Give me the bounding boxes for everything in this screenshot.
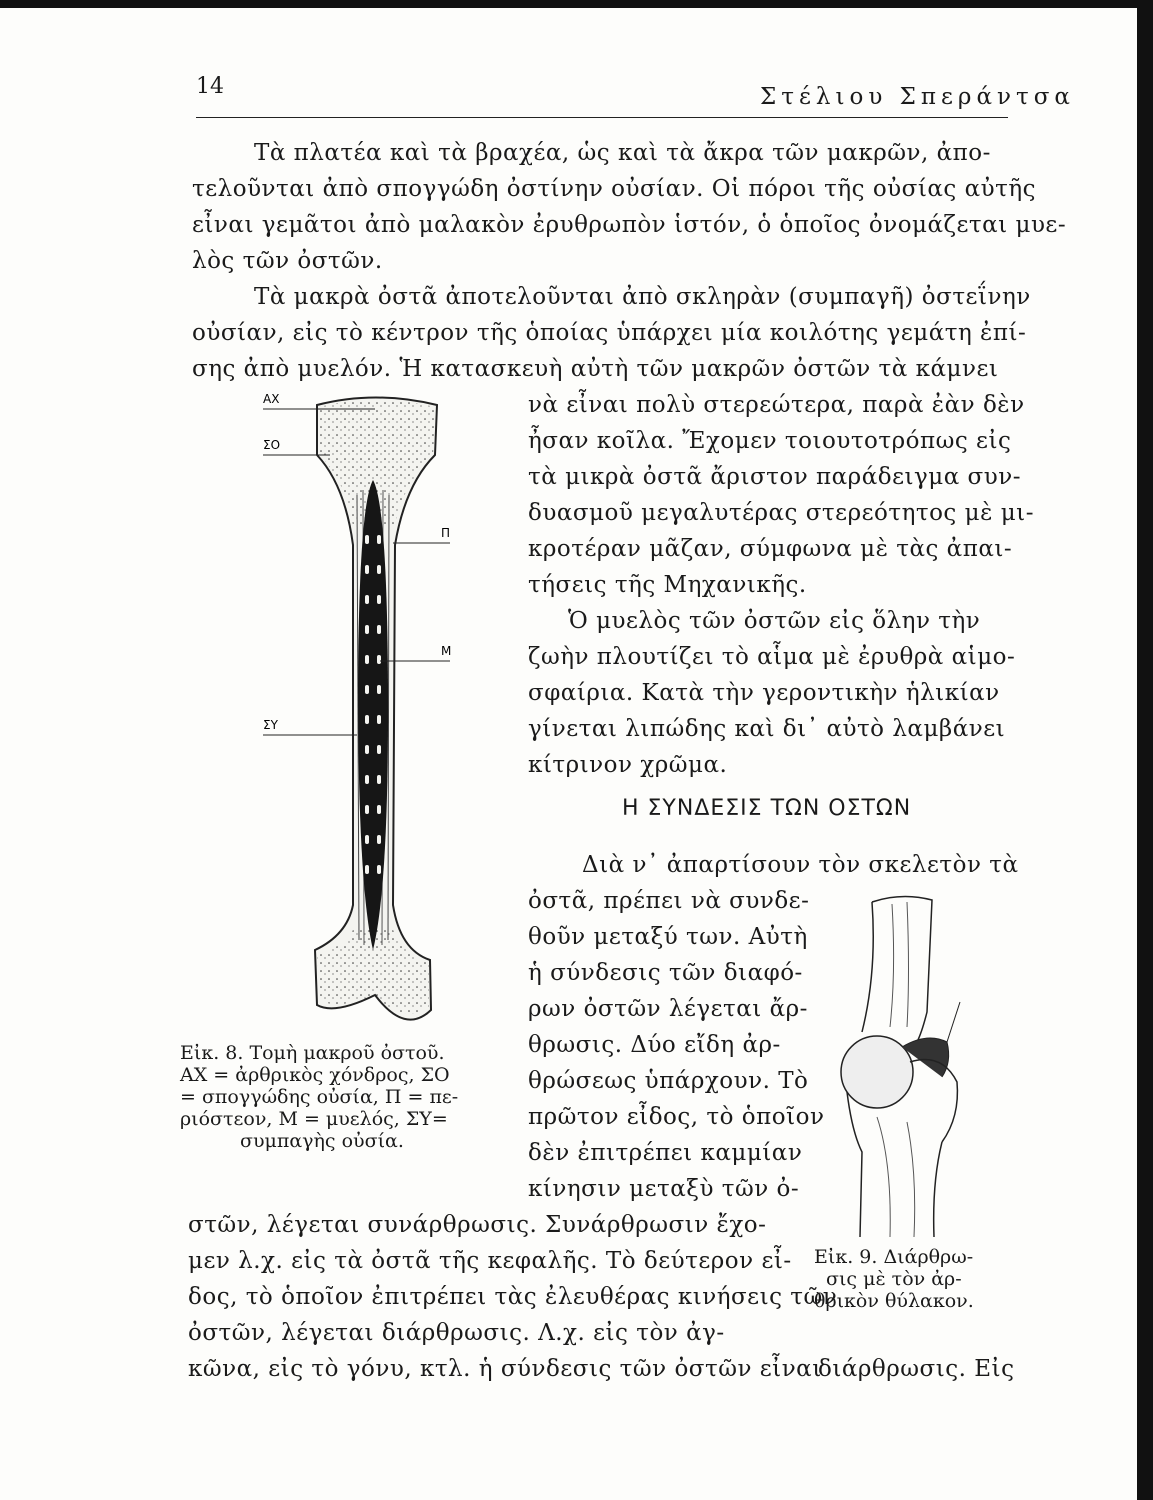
text-line: οὐσίαν, εἰς τὸ κέντρον τῆς ὁποίας ὑπάρχει μία κοιλότης γεμάτη ἐπί- [192, 320, 1027, 346]
text-line: ἦσαν κοῖλα. Ἔχομεν τοιουτοτρόπως εἰς [528, 428, 1012, 454]
text-line: ζωὴν πλουτίζει τὸ αἷμα μὲ ἐρυθρὰ αἱμο- [528, 644, 1016, 670]
text-line: εἶναι γεμᾶτοι ἀπὸ μαλακὸν ἐρυθρωπὸν ἱστόν, ὁ ὁποῖος ὀνομάζεται μυε- [192, 212, 1067, 238]
figure-8-caption [180, 1042, 490, 1152]
text-line: δὲν ἐπιτρέπει καμμίαν [528, 1140, 803, 1166]
text-line: κῶνα, εἰς τὸ γόνυ, κτλ. ἡ σύνδεσις τῶν ὀστῶν εἶναι [188, 1356, 822, 1382]
text-line: μεν λ.χ. εἰς τὰ ὀστᾶ τῆς κεφαλῆς. Τὸ δεύτερον εἶ- [188, 1248, 792, 1274]
label-sy: ΣΥ [263, 718, 278, 732]
text-line: κίτρινον χρῶμα. [528, 752, 728, 778]
text-line: ὀστᾶ, πρέπει νὰ συνδε- [528, 888, 810, 914]
label-ax: ΑΧ [263, 392, 280, 406]
label-so: ΣΟ [263, 438, 281, 452]
label-m: Μ [441, 644, 452, 658]
scan-border-right [1137, 0, 1153, 1500]
text-line: θρωσις. Δύο εἴδη ἀρ- [528, 1032, 781, 1058]
text-line: τὰ μικρὰ ὀστᾶ ἄριστον παράδειγμα συν- [528, 464, 1021, 490]
running-head: Στέλιου Σπεράντσα [760, 84, 1075, 110]
figure-9-caption [814, 1246, 999, 1312]
text-line: Τὰ πλατέα καὶ τὰ βραχέα, ὡς καὶ τὰ ἄκρα τῶν μακρῶν, ἀπο- [254, 140, 991, 166]
text-line: κροτέραν μᾶζαν, σύμφωνα μὲ τὰς ἀπαι- [528, 536, 1013, 562]
caption-line: συμπαγὴς οὐσία. [240, 1130, 404, 1152]
caption-line: ριόστεον, Μ = μυελός, ΣΥ= [180, 1108, 448, 1130]
text-line: ἡ σύνδεσις τῶν διαφό- [528, 960, 803, 986]
caption-line: Εἰκ. 9. Διάρθρω- [814, 1246, 974, 1268]
header-rule [196, 117, 1008, 118]
scan-border-top [0, 0, 1153, 8]
text-line: ὀστῶν, λέγεται διάρθρωσις. Λ.χ. εἰς τὸν ἀγ- [188, 1320, 725, 1346]
text-line: λὸς τῶν ὀστῶν. [192, 248, 383, 274]
text-line: Ὁ μυελὸς τῶν ὀστῶν εἰς ὅλην τὴν [568, 608, 981, 634]
caption-line: = σπογγώδης οὐσία, Π = πε- [180, 1086, 459, 1108]
text-line: θοῦν μεταξύ των. Αὐτὴ [528, 924, 808, 950]
text-line: πρῶτον εἶδος, τὸ ὁποῖον [528, 1104, 825, 1130]
text-line: νὰ εἶναι πολὺ στερεώτερα, παρὰ ἐὰν δὲν [528, 392, 1025, 418]
text-line: σης ἀπὸ μυελόν. Ἡ κατασκευὴ αὐτὴ τῶν μακρῶν ὀστῶν τὰ κάμνει [192, 356, 999, 382]
figure-bone-section [255, 385, 455, 1035]
text-line: δυασμοῦ μεγαλυτέρας στερεότητος μὲ μι- [528, 500, 1034, 526]
text-line: διάρθρωσις. Εἰς [818, 1356, 1015, 1382]
caption-line: Εἰκ. 8. Τομὴ μακροῦ ὀστοῦ. [180, 1042, 445, 1064]
text-line: τελοῦνται ἀπὸ σπογγώδη ὀστίνην οὐσίαν. Οἱ πόροι τῆς οὐσίας αὐτῆς [192, 176, 1037, 202]
caption-line: σις μὲ τὸν ἀρ- [826, 1268, 962, 1290]
text-line: Τὰ μακρὰ ὀστᾶ ἀποτελοῦνται ἀπὸ σκληρὰν (συμπαγῆ) ὀστεΐνην [254, 284, 1031, 310]
caption-line: ΑΧ = ἀρθρικὸς χόνδρος, ΣΟ [180, 1064, 450, 1086]
text-line: Διὰ ν᾽ ἀπαρτίσουν τὸν σκελετὸν τὰ [582, 852, 1019, 878]
text-line: δος, τὸ ὁποῖον ἐπιτρέπει τὰς ἐλευθέρας κινήσεις τῶν [188, 1284, 838, 1310]
label-p: Π [441, 526, 451, 540]
figure-elbow-joint [832, 892, 1002, 1242]
text-line: στῶν, λέγεται συνάρθρωσις. Συνάρθρωσιν ἔχο- [188, 1212, 767, 1238]
page-number: 14 [196, 74, 224, 99]
text-line: τήσεις τῆς Μηχανικῆς. [528, 572, 807, 598]
section-heading: Η ΣΥΝΔΕΣΙΣ ΤΩΝ ΟΣΤΩΝ [622, 796, 912, 821]
text-line: ρων ὀστῶν λέγεται ἄρ- [528, 996, 808, 1022]
caption-line: θρικὸν θύλακον. [814, 1290, 974, 1312]
text-line: γίνεται λιπώδης καὶ δι᾽ αὐτὸ λαμβάνει [528, 716, 1006, 742]
text-line: θρώσεως ὑπάρχουν. Τὸ [528, 1068, 809, 1094]
text-line: σφαίρια. Κατὰ τὴν γεροντικὴν ἡλικίαν [528, 680, 1000, 706]
text-line: κίνησιν μεταξὺ τῶν ὀ- [528, 1176, 800, 1202]
